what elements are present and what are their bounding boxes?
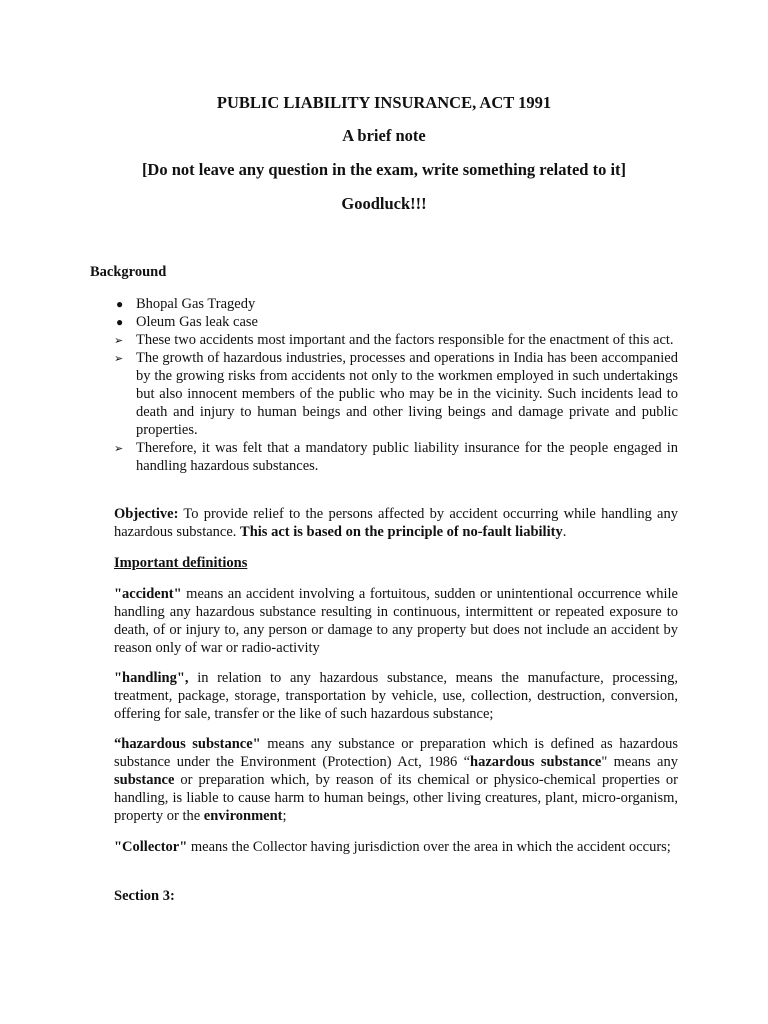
list-item: ● Bhopal Gas Tragedy	[116, 296, 256, 312]
list-item: ➢ Therefore, it was felt that a mandatory public liability insurance for the people engaged in handling hazardous substances.	[114, 440, 678, 474]
definition-hazardous-substance: “hazardous substance" means any substance or preparation which is defined as hazardous substance under the Environment (Protection) Act, 1986 “hazardous substance" means any substance or preparation which, by reason of its chemical or physico-chemical properties or handling, is liable to cause harm to human beings, other living creatures, plant, micro-organism, property or the environment;	[114, 736, 678, 824]
background-heading: Background	[90, 264, 167, 280]
section-3-heading: Section 3:	[114, 888, 175, 904]
no-fault-principle: This act is based on the principle of no-fault liability	[240, 524, 563, 540]
list-item: ➢ These two accidents most important and the factors responsible for the enactment of this act.	[114, 332, 674, 348]
arrow-bullet-icon: ➢	[114, 353, 124, 365]
arrow-bullet-icon: ➢	[114, 443, 124, 455]
document-subtitle: A brief note	[342, 126, 426, 145]
title-block	[0, 92, 768, 227]
definition-handling: "handling", in relation to any hazardous substance, means the manufacture, processing, treatment, package, storage, transportation by vehicle, use, collection, destruction, conversion, offering for sale, transfer or the like of such hazardous substance;	[114, 670, 678, 722]
bullet-dot-icon: ●	[116, 315, 124, 329]
definition-term: “hazardous substance"	[114, 736, 261, 752]
objective-label: Objective:	[114, 506, 179, 522]
bullet-dot-icon: ●	[116, 297, 124, 311]
definition-collector: "Collector" means the Collector having jurisdiction over the area in which the accident occurs;	[114, 839, 671, 855]
goodluck-note: Goodluck!!!	[341, 194, 427, 213]
document-title: PUBLIC LIABILITY INSURANCE, ACT 1991	[216, 93, 552, 112]
definitions-heading: Important definitions	[114, 555, 248, 571]
definition-term: "accident"	[114, 586, 182, 602]
exam-note: [Do not leave any question in the exam, write something related to it]	[141, 160, 627, 179]
arrow-bullet-icon: ➢	[114, 335, 124, 347]
definition-accident: "accident" means an accident involving a fortuitous, sudden or unintentional occurrence while handling any hazardous substance resulting in continuous, intermittent or repeated exposure to death, of or injury to, any person or damage to any property but does not include an accident by reason only of war or radio-activity	[114, 586, 678, 656]
definition-term: "handling",	[114, 670, 189, 686]
list-item: ➢ The growth of hazardous industries, processes and operations in India has been accompanied by the growing risks from accidents not only to the workmen employed in such undertakings but also innocent members of the public who may be in the vicinity. Such incidents lead to death and injury to human beings and other living beings and damage private and public properties.	[114, 350, 678, 438]
list-item: ● Oleum Gas leak case	[116, 314, 258, 330]
background-list	[114, 295, 678, 475]
definition-term: "Collector"	[114, 839, 188, 855]
objective-paragraph: Objective: To provide relief to the persons affected by accident occurring while handling any hazardous substance. This act is based on the principle of no-fault liability.	[114, 506, 678, 540]
